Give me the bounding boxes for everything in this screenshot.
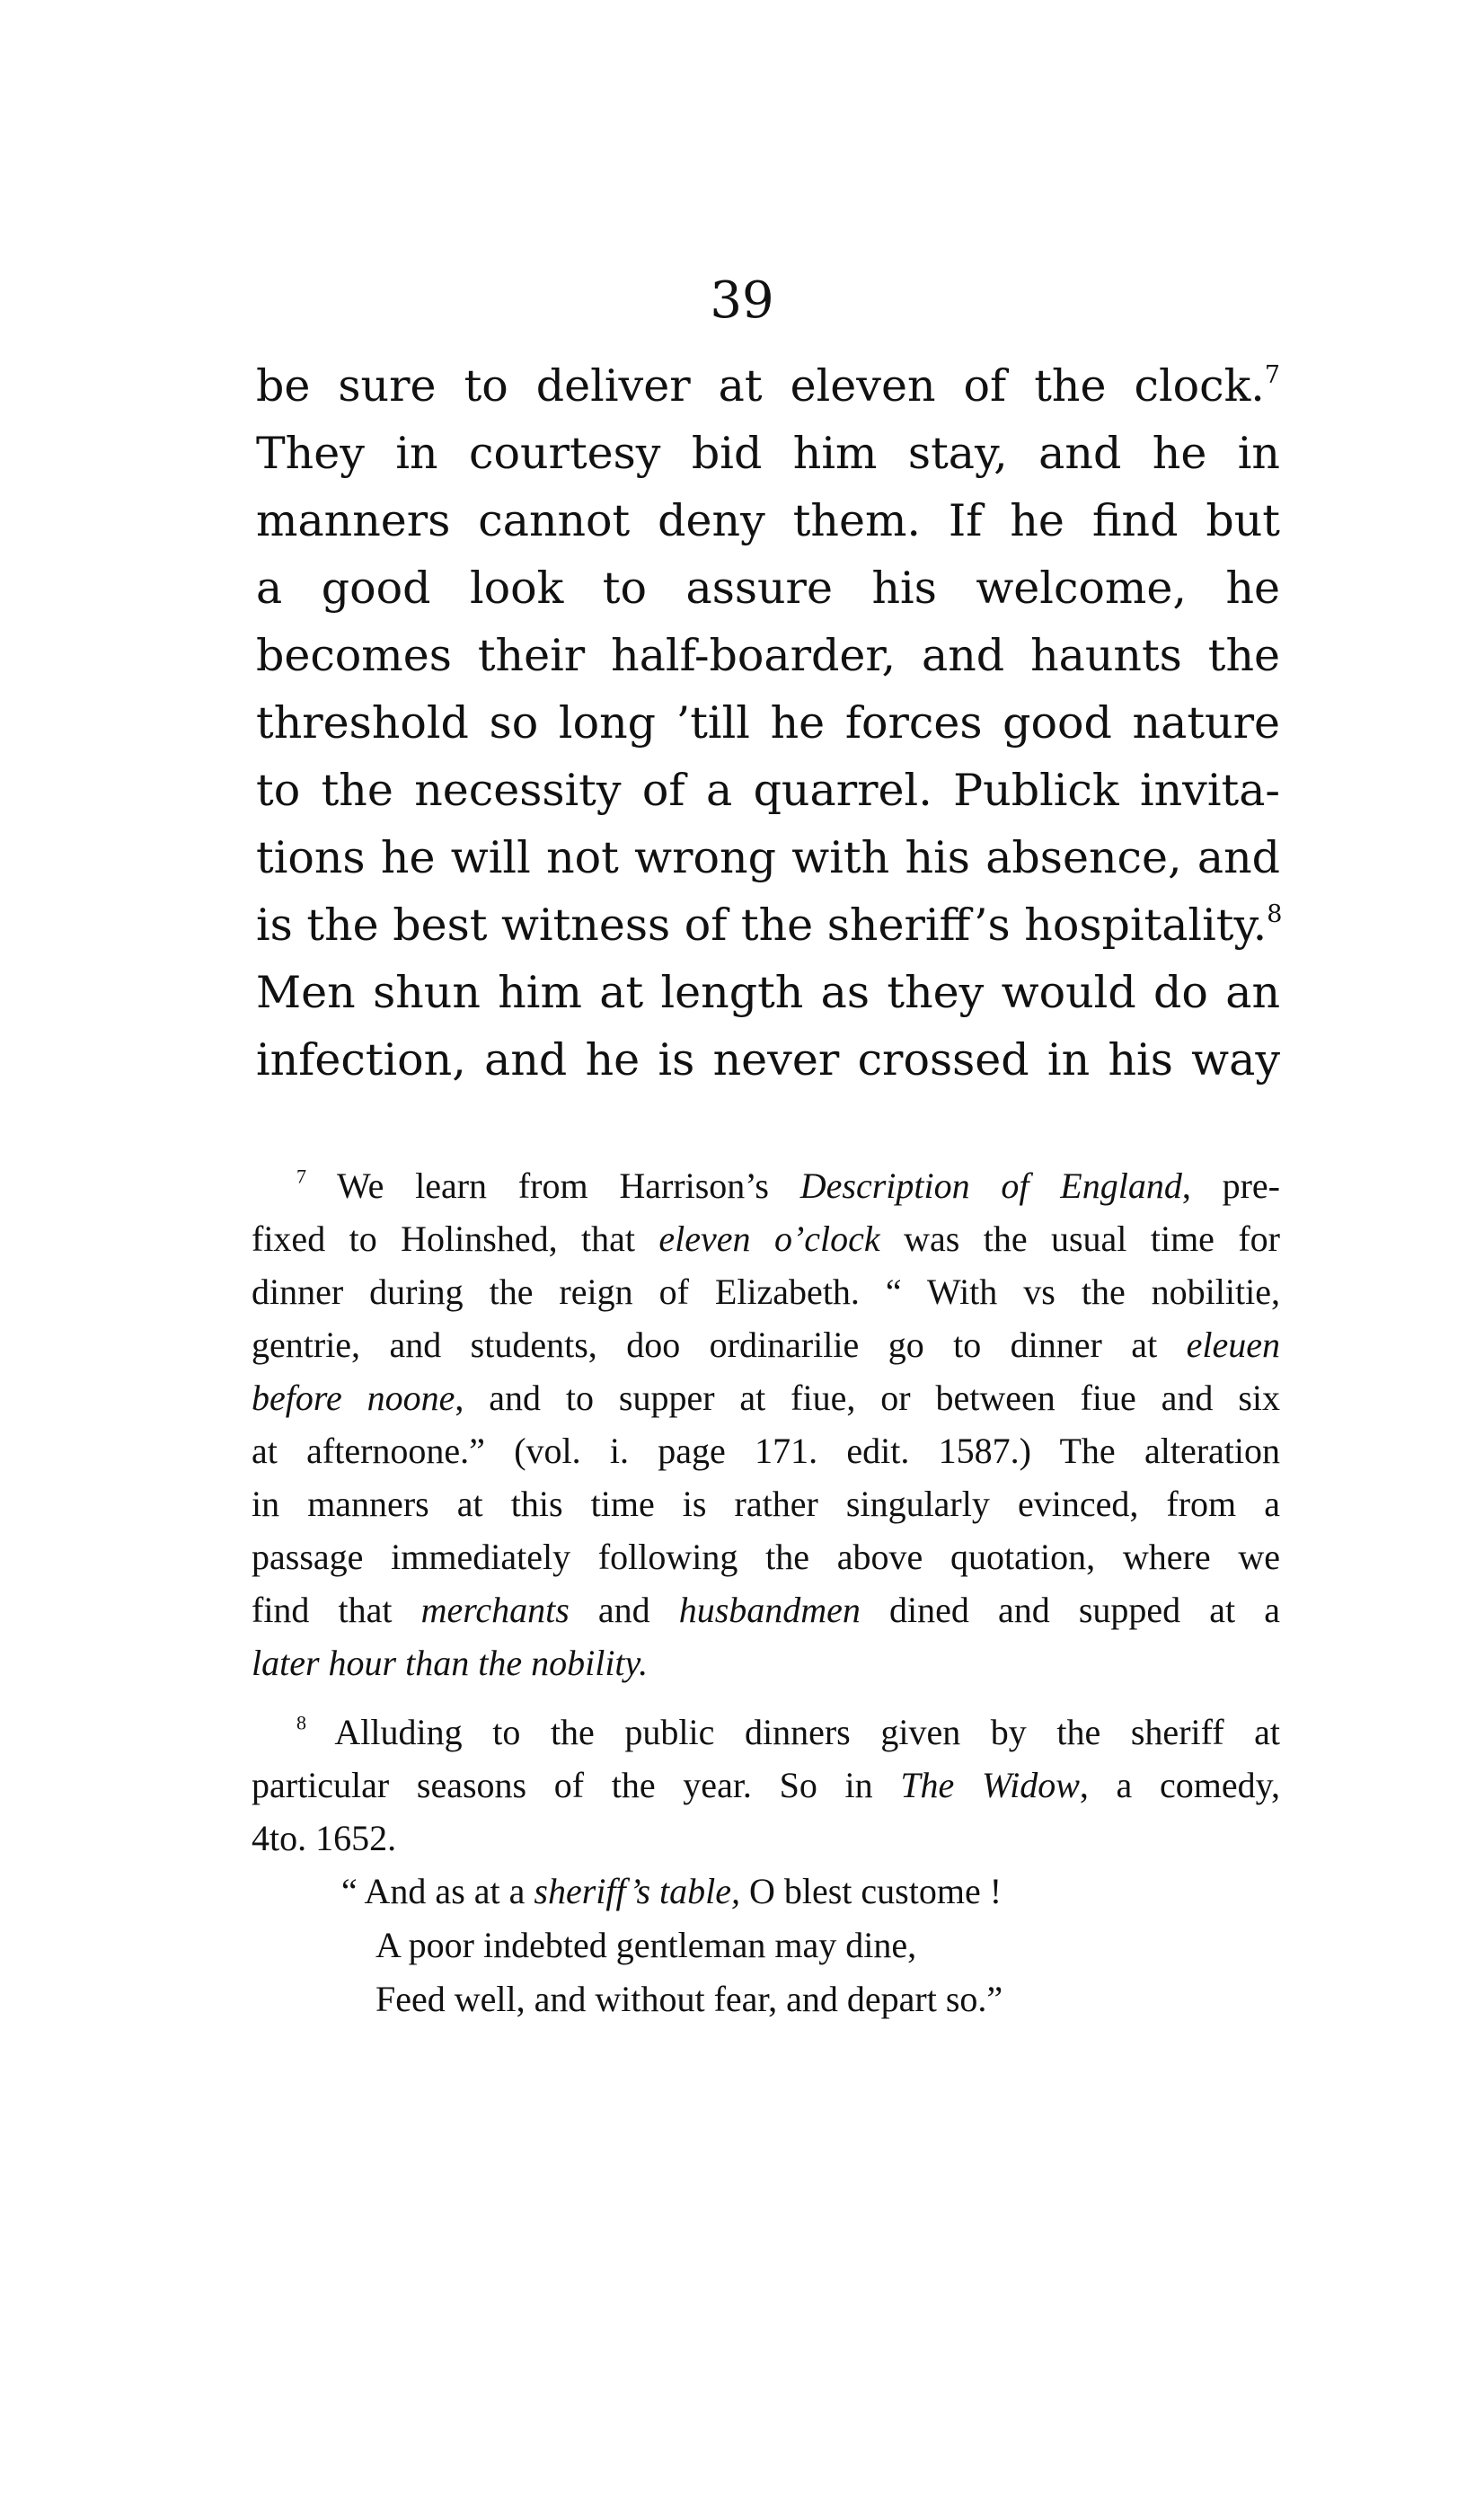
footnote-line: in manners at this time is rather singularly evinced, from a bbox=[252, 1484, 1280, 1524]
text-line: a good look to assure his welcome, he bbox=[256, 563, 1280, 614]
page-number: 39 bbox=[710, 271, 774, 330]
text-line: tions he will not wrong with his absence, and bbox=[256, 832, 1280, 883]
footnote-line: fixed to Holinshed, that eleven o’clock was the usual time for bbox=[252, 1219, 1281, 1259]
footnote-7 bbox=[252, 1159, 1280, 1689]
text-line: to the necessity of a quarrel. Publick invita- bbox=[256, 765, 1280, 816]
footnote-line: gentrie, and students, doo ordinarilie go to dinner at eleuen bbox=[252, 1325, 1280, 1365]
footnote-line: find that merchants and husbandmen dined and supped at a bbox=[252, 1590, 1280, 1630]
text-line: becomes their half-boarder, and haunts the bbox=[256, 630, 1280, 681]
footnotes bbox=[252, 1159, 1280, 2026]
text-line: be sure to deliver at eleven of the clock.$^7$ bbox=[256, 360, 1280, 412]
footnote-line: at afternoone.” (vol. i. page 171. edit. 1587.) The alteration bbox=[252, 1431, 1280, 1471]
verse-line: A poor indebted gentleman may dine, bbox=[375, 1925, 917, 1965]
footnote-ref-8[interactable]: 8 bbox=[1267, 900, 1283, 928]
footnote-line: passage immediately following the above quotation, where we bbox=[252, 1537, 1280, 1577]
text-line: infection, and he is never crossed in his way bbox=[256, 1034, 1280, 1086]
footnote-line: $^7$ We learn from Harrison’s Description of England, pre- bbox=[296, 1165, 1280, 1206]
footnote-8 bbox=[252, 1706, 1280, 2026]
verse-line: “ And as at a sheriff’s table, O blest custome ! bbox=[341, 1871, 1003, 1911]
text-line: threshold so long ’till he forces good nature bbox=[256, 697, 1280, 749]
text-line: Men shun him at length as they would do an bbox=[256, 967, 1280, 1018]
footnote-marker-8: 8 bbox=[296, 1711, 306, 1734]
footnote-line: $^8$ Alluding to the public dinners given by the sheriff at bbox=[296, 1711, 1281, 1752]
footnote-line: particular seasons of the year. So in The Widow, a comedy, bbox=[252, 1765, 1281, 1805]
verse-line: Feed well, and without fear, and depart so.” bbox=[375, 1979, 1003, 2019]
text-line: manners cannot deny them. If he find but bbox=[256, 495, 1280, 546]
main-text bbox=[256, 352, 1283, 1094]
footnote-line: 4to. 1652. bbox=[252, 1818, 397, 1858]
text-line: They in courtesy bid him stay, and he in bbox=[256, 428, 1280, 479]
footnote-line: later hour than the nobility. bbox=[252, 1643, 649, 1683]
footnote-marker-7: 7 bbox=[296, 1165, 306, 1188]
footnote-ref-7[interactable]: 7 bbox=[1264, 360, 1280, 389]
footnote-line: dinner during the reign of Elizabeth. “ With vs the nobilitie, bbox=[252, 1272, 1280, 1312]
footnote-line: before noone, and to supper at fiue, or between fiue and six bbox=[252, 1378, 1281, 1418]
text-line: is the best witness of the sheriff’s hospitality.$^8$ bbox=[256, 900, 1283, 951]
